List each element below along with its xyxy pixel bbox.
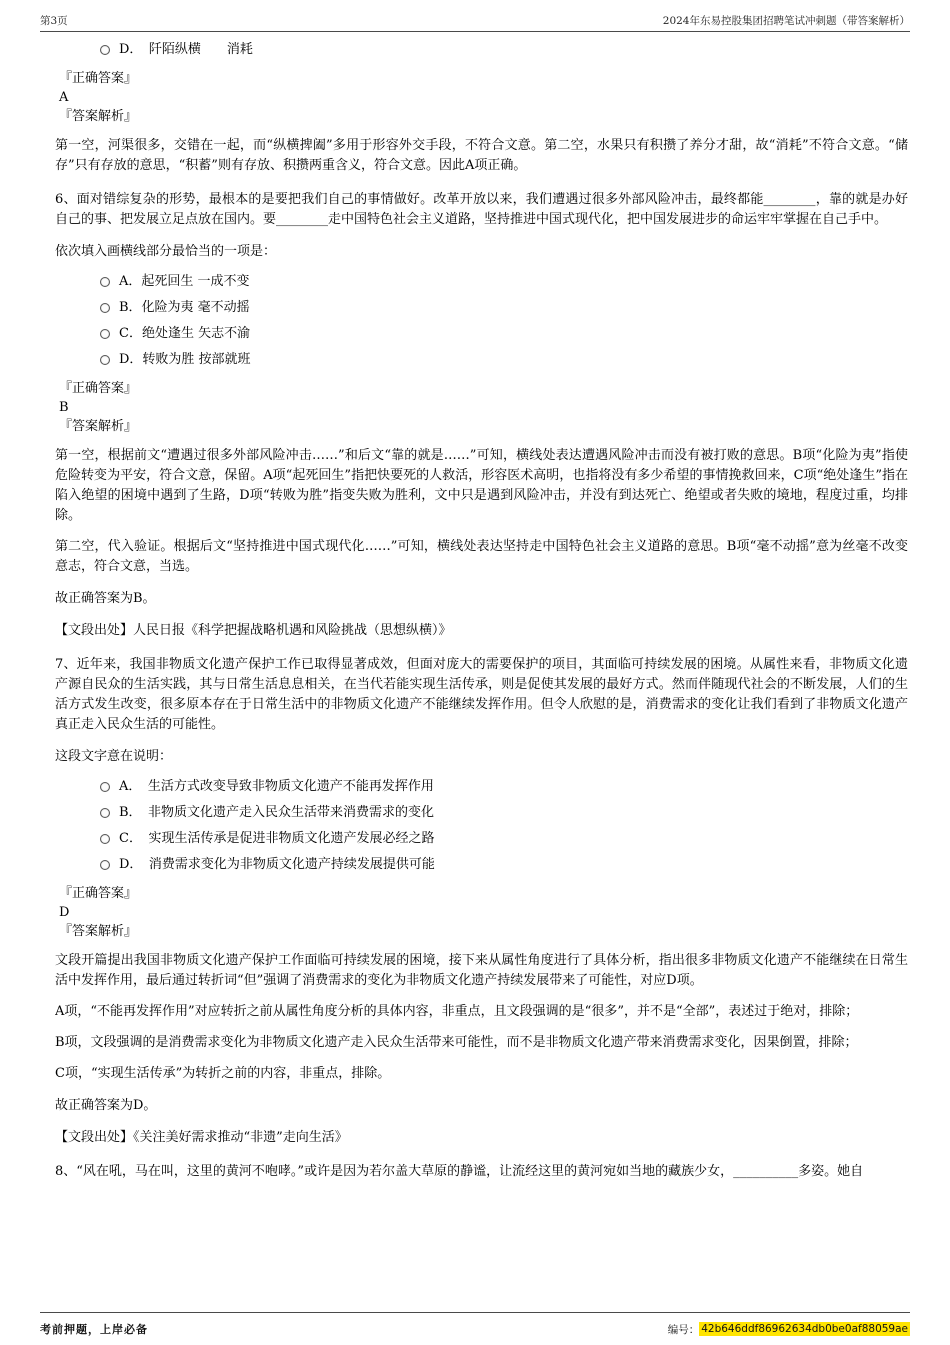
page-footer: [40, 1312, 910, 1345]
page-header: [40, 0, 910, 32]
option-label: D． 阡陌纵横 消耗: [119, 42, 253, 57]
radio-button[interactable]: [100, 45, 110, 55]
answer-block-q7: [59, 884, 908, 941]
correct-answer-value: B: [59, 400, 69, 415]
option-row-prev-d: [100, 40, 908, 59]
question-7-stem: 7、近年来，我国非物质文化遗产保护工作已取得显著成效，但面对庞大的需要保护的项目，其面临可持续发展的困境。从属性来看，非物质文化遗产源自民众的生活实践，其与日常生活息息相关，在当代若能实现生活传承，则是促使其发展的最好方式。然而伴随现代社会的不断发展，人们的生活方式发生改变，很多原本存在于日常生活中的非物质文化遗产不能继续发挥作用。但令人欣慰的是，消费需求的变化让我们看到了非物质文化遗产真正走入民众生活的可能性。: [55, 657, 908, 732]
option-row: [100, 350, 908, 369]
analysis-text: 第一空，根据前文“遭遇过很多外部风险冲击……”和后文“靠的就是……”可知，横线处表达遭遇风险冲击而没有被打败的意思。B项“化险为夷”指使危险转变为平安，符合文意，保留。A项“起死回生”指把快要死的人救活，形容医术高明，也指将没有多少希望的事情挽救回来，C项“绝处逢生”指在陷入绝望的困境中遇到了生路，D项“转败为胜”指变失败为胜利，文中只是遇到风险冲击，并没有到达死亡、绝望或者失败的境地，程度过重，均排除。: [55, 448, 908, 523]
radio-button[interactable]: [100, 860, 110, 870]
radio-button[interactable]: [100, 303, 110, 313]
option-row: [100, 777, 908, 796]
document-id-label: 编号：: [667, 1323, 700, 1336]
correct-answer-value: A: [59, 90, 69, 105]
radio-button[interactable]: [100, 355, 110, 365]
document-title: 2024年东易控股集团招聘笔试冲刺题（带答案解析）: [662, 15, 910, 27]
question-6-prompt: 依次填入画横线部分最恰当的一项是：: [55, 244, 277, 259]
option-label: B． 非物质文化遗产走入民众生活带来消费需求的变化: [119, 805, 435, 820]
radio-button[interactable]: [100, 782, 110, 792]
analysis-text: 文段开篇提出我国非物质文化遗产保护工作面临可持续发展的困境，接下来从属性角度进行了具体分析，指出很多非物质文化遗产不能继续在日常生活中发挥作用，最后通过转折词“但”强调了消费需求的变化为非物质文化遗产持续发展带来了可能性，对应D项。: [55, 953, 908, 988]
correct-answer-value: D: [59, 905, 70, 920]
correct-answer-label: 『正确答案』: [59, 886, 138, 901]
question-6-options: [55, 272, 908, 369]
question-7-prompt: 这段文字意在说明：: [55, 749, 173, 764]
footer-slogan: 考前押题，上岸必备: [40, 1323, 148, 1336]
analysis-option-b: B项，文段强调的是消费需求变化为非物质文化遗产走入民众生活带来可能性，而不是非物质文化遗产带来消费需求变化，因果倒置，排除；: [55, 1035, 858, 1050]
document-content: [55, 40, 908, 1309]
analysis-text: 第二空，代入验证。根据后文“坚持推进中国式现代化……”可知，横线处表达坚持走中国特色社会主义道路的意思。B项“毫不动摇”意为丝毫不改变意志，符合文意，当选。: [55, 539, 908, 574]
radio-button[interactable]: [100, 834, 110, 844]
analysis-label: 『答案解析』: [59, 419, 138, 434]
option-label: D．转败为胜 按部就班: [119, 352, 251, 367]
option-label: A． 生活方式改变导致非物质文化遗产不能再发挥作用: [119, 779, 434, 794]
correct-answer-label: 『正确答案』: [59, 381, 138, 396]
analysis-label: 『答案解析』: [59, 109, 138, 124]
analysis-text: 第一空，河渠很多，交错在一起，而“纵横捭阖”多用于形容外交手段，不符合文意。第二空，水果只有积攒了养分才甜，故“消耗”不符合文意。“储存”只有存放的意思，“积蓄”则有存放、积攒两重含义，符合文意。因此A项正确。: [55, 138, 908, 173]
question-8-stem: 8、“风在吼，马在叫，这里的黄河不咆哮。”或许是因为若尔盖大草原的静谧，让流经这里的黄河宛如当地的藏族少女，__________多姿。她自: [55, 1164, 864, 1179]
question-6-stem: 6、面对错综复杂的形势，最根本的是要把我们自己的事情做好。改革开放以来，我们遭遇过很多外部风险冲击，最终都能________，靠的就是办好自己的事、把发展立足点放在国内。要________走中国特色社会主义道路，坚持推进中国式现代化，把中国发展进步的命运牢牢掌握在自己手中。: [55, 192, 908, 227]
analysis-option-c: C项，“实现生活传承”为转折之前的内容，非重点，排除。: [55, 1066, 391, 1081]
radio-button[interactable]: [100, 329, 110, 339]
option-row: [100, 829, 908, 848]
option-row: [100, 855, 908, 874]
source-reference: 【文段出处】《关注美好需求推动“非遗”走向生活》: [55, 1130, 348, 1145]
radio-button[interactable]: [100, 808, 110, 818]
radio-button[interactable]: [100, 277, 110, 287]
conclusion-text: 故正确答案为B。: [55, 591, 156, 606]
source-reference: 【文段出处】人民日报《科学把握战略机遇和风险挑战（思想纵横）》: [55, 623, 452, 638]
conclusion-text: 故正确答案为D。: [55, 1098, 157, 1113]
analysis-label: 『答案解析』: [59, 924, 138, 939]
option-label: A．起死回生 一成不变: [119, 274, 250, 289]
footer-id-wrap: [668, 1322, 910, 1337]
answer-block-q5: [59, 69, 908, 126]
analysis-option-a: A项，“不能再发挥作用”对应转折之前从属性角度分析的具体内容，非重点，且文段强调的是“很多”，并不是“全部”，表述过于绝对，排除；: [55, 1004, 859, 1019]
option-row: [100, 272, 908, 291]
answer-block-q6: [59, 379, 908, 436]
option-row: [100, 324, 908, 343]
page-number: 第3页: [40, 15, 68, 27]
option-row: [100, 298, 908, 317]
question-7-options: [55, 777, 908, 874]
correct-answer-label: 『正确答案』: [59, 71, 138, 86]
option-label: C．绝处逢生 矢志不渝: [119, 326, 251, 341]
document-id: 42b646ddf86962634db0be0af88059ae: [701, 1323, 908, 1335]
option-label: B．化险为夷 毫不动摇: [119, 300, 250, 315]
option-row: [100, 803, 908, 822]
option-label: C． 实现生活传承是促进非物质文化遗产发展必经之路: [119, 831, 435, 846]
option-label: D． 消费需求变化为非物质文化遗产持续发展提供可能: [119, 857, 435, 872]
